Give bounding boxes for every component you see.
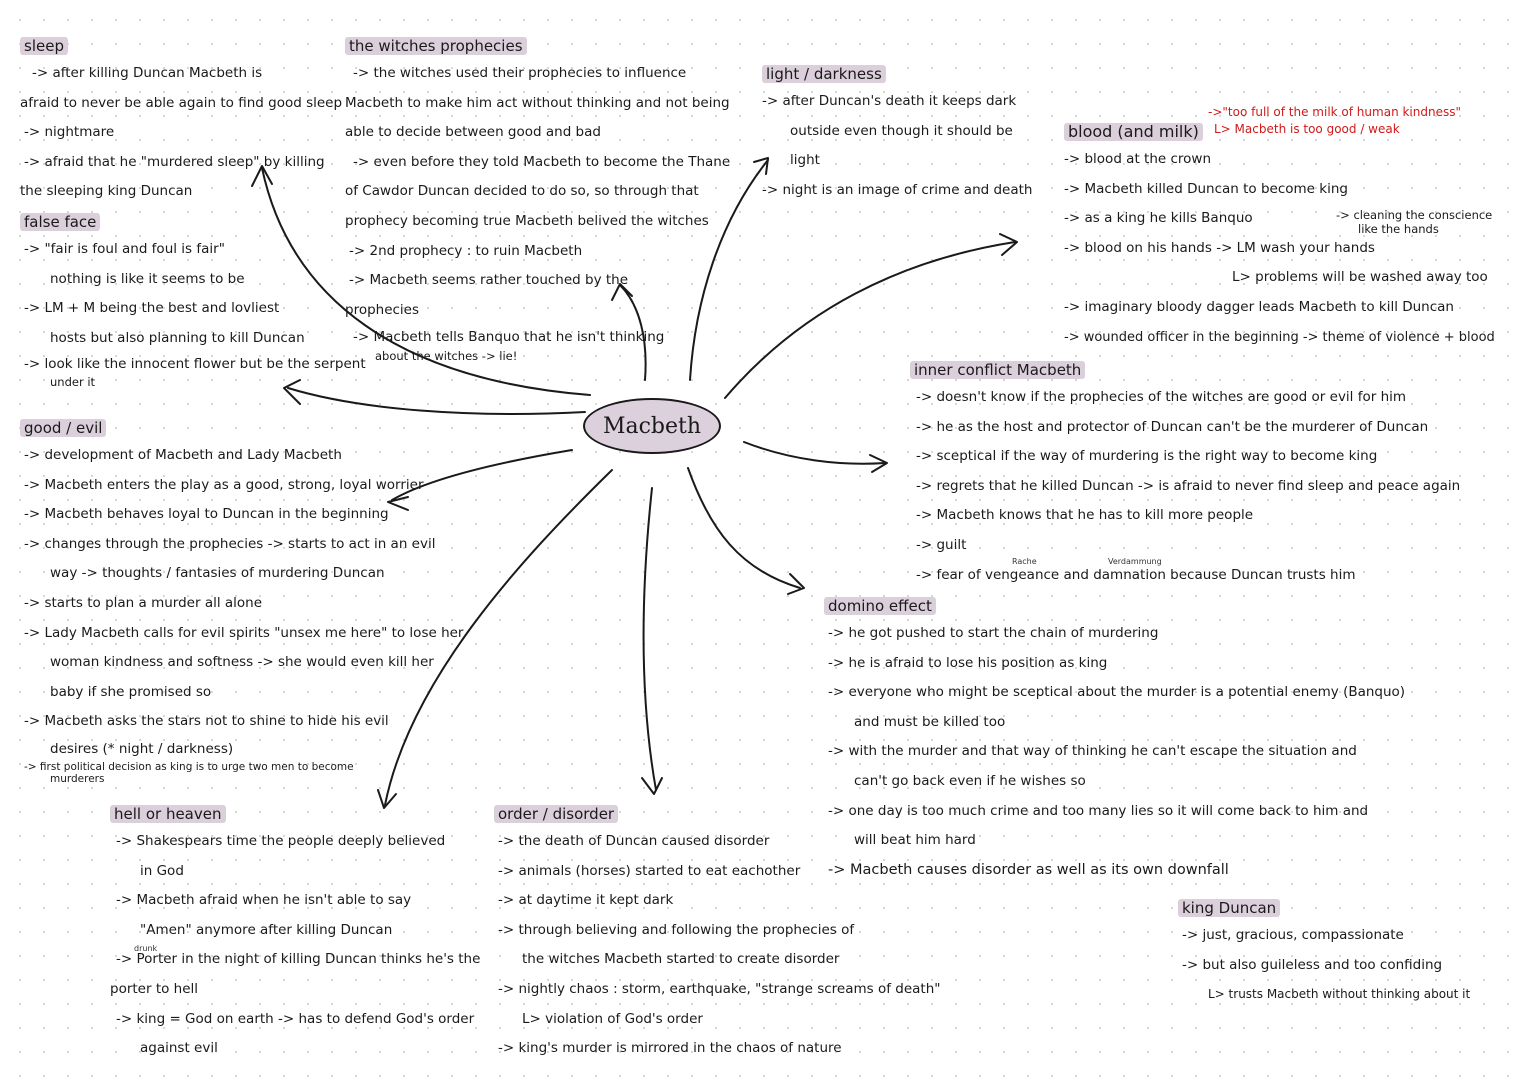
good-evil-line: -> development of Macbeth and Lady Macbeth <box>24 447 342 463</box>
witches-line: -> 2nd prophecy : to ruin Macbeth <box>349 242 583 259</box>
witches-line: prophecies <box>345 301 420 318</box>
order-line: the witches Macbeth started to create disorder <box>522 951 840 968</box>
witches-line: prophecy becoming true Macbeth belived the witches <box>345 212 709 229</box>
witches-line: -> Macbeth seems rather touched by the <box>349 272 629 289</box>
section-hell-heaven <box>110 804 480 1064</box>
section-blood-and-milk <box>1064 122 1495 352</box>
blood-line: -> as a king he kills Banquo <box>1064 210 1253 227</box>
king-line: -> just, gracious, compassionate <box>1182 927 1404 943</box>
sleep-line: afraid to never be able again to find good sleep <box>20 94 343 111</box>
blood-line: L> problems will be washed away too <box>1232 269 1488 286</box>
section-title-sleep: sleep <box>20 37 68 55</box>
blood-line: -> Macbeth killed Duncan to become king <box>1064 180 1348 197</box>
order-line: L> violation of God's order <box>522 1010 703 1027</box>
light-line: outside even though it should be <box>790 122 1013 139</box>
hell-line: -> Shakespears time the people deeply believed <box>116 833 446 849</box>
hell-line: -> Macbeth afraid when he isn't able to say <box>116 892 412 909</box>
hell-line: against evil <box>140 1040 218 1057</box>
section-title-witches: the witches prophecies <box>345 37 527 55</box>
blood-side-line: like the hands <box>1358 222 1439 236</box>
witches-line: -> the witches used their prophecies to influence <box>353 65 687 81</box>
hell-line: "Amen" anymore after killing Duncan <box>140 921 393 938</box>
order-line: -> nightly chaos : storm, earthquake, "strange screams of death" <box>498 980 941 997</box>
witches-line: Macbeth to make him act without thinking and not being <box>345 94 730 111</box>
order-line: -> through believing and following the prophecies of <box>498 921 855 938</box>
false-face-line: -> LM + M being the best and lovliest <box>24 300 280 317</box>
blood-line: -> wounded officer in the beginning -> theme of violence + blood <box>1064 329 1495 345</box>
section-title-hell: hell or heaven <box>110 805 226 823</box>
good-evil-line: way -> thoughts / fantasies of murdering Duncan <box>50 565 385 582</box>
light-line: -> night is an image of crime and death <box>762 181 1033 198</box>
false-face-line: -> "fair is foul and foul is fair" <box>24 241 225 257</box>
good-evil-line: baby if she promised so <box>50 683 212 700</box>
domino-line: -> with the murder and that way of thinking he can't escape the situation and <box>828 743 1357 760</box>
section-title-order: order / disorder <box>494 805 618 823</box>
order-line: -> the death of Duncan caused disorder <box>498 833 770 849</box>
inner-line: -> sceptical if the way of murdering is the right way to become king <box>916 448 1378 465</box>
section-good-evil <box>20 418 463 785</box>
annotation-verdammung: Verdammung <box>1108 557 1162 566</box>
good-evil-line: -> starts to plan a murder all alone <box>24 594 263 611</box>
false-face-line: under it <box>50 375 96 390</box>
order-line: -> at daytime it kept dark <box>498 892 674 909</box>
hell-line: -> king = God on earth -> has to defend God's order <box>116 1010 475 1027</box>
domino-line: -> he got pushed to start the chain of murdering <box>828 625 1159 641</box>
section-false-face <box>20 212 366 389</box>
light-line: light <box>790 152 820 169</box>
section-witches-prophecies <box>345 36 730 363</box>
order-line: -> animals (horses) started to eat eachother <box>498 862 801 879</box>
king-line: -> but also guileless and too confiding <box>1182 956 1443 973</box>
domino-line: -> he is afraid to lose his position as king <box>828 654 1108 671</box>
witches-line: -> Macbeth tells Banquo that he isn't thinking <box>353 329 665 346</box>
blood-line: -> blood on his hands -> LM wash your hands <box>1064 239 1375 256</box>
blood-line: -> blood at the crown <box>1064 151 1212 167</box>
domino-line: -> one day is too much crime and too many lies so it will come back to him and <box>828 802 1369 819</box>
red-note-line: L> Macbeth is too good / weak <box>1214 122 1400 136</box>
inner-line: -> regrets that he killed Duncan -> is afraid to never find sleep and peace again <box>916 477 1461 494</box>
blood-line: -> imaginary bloody dagger leads Macbeth to kill Duncan <box>1064 298 1454 315</box>
false-face-line: nothing is like it seems to be <box>50 270 245 287</box>
witches-line: about the witches -> lie! <box>375 349 518 364</box>
arrow-to-false-face <box>288 388 585 414</box>
domino-line: -> everyone who might be sceptical about the murder is a potential enemy (Banquo) <box>828 684 1406 701</box>
section-title-false-face: false face <box>20 213 100 231</box>
witches-line: able to decide between good and bad <box>345 124 601 141</box>
good-evil-line: -> Macbeth enters the play as a good, strong, loyal worrier <box>24 476 424 493</box>
domino-line: can't go back even if he wishes so <box>854 772 1086 789</box>
blood-side-line: -> cleaning the conscience <box>1336 208 1493 222</box>
section-light-darkness <box>762 64 1033 205</box>
arrow-to-inner <box>744 442 885 464</box>
center-node-macbeth <box>583 398 721 454</box>
inner-line: -> fear of vengeance and damnation because Duncan trusts him <box>916 566 1356 583</box>
witches-line: -> even before they told Macbeth to become the Thane <box>353 153 731 170</box>
order-line: -> king's murder is mirrored in the chaos of nature <box>498 1040 842 1057</box>
witches-line: of Cawdor Duncan decided to do so, so through that <box>345 183 699 200</box>
good-evil-line: -> Lady Macbeth calls for evil spirits "unsex me here" to lose her <box>24 624 464 641</box>
inner-line: -> he as the host and protector of Duncan can't be the murderer of Duncan <box>916 418 1429 435</box>
section-title-domino: domino effect <box>824 597 936 615</box>
false-face-line: hosts but also planning to kill Duncan <box>50 329 305 346</box>
domino-line: and must be killed too <box>854 713 1006 730</box>
section-king-duncan <box>1178 898 1470 1010</box>
sleep-line: -> after killing Duncan Macbeth is <box>32 65 263 81</box>
section-order-disorder <box>494 804 941 1064</box>
good-evil-line: desires (* night / darkness) <box>50 740 234 757</box>
section-title-inner: inner conflict Macbeth <box>910 361 1085 379</box>
inner-line: -> guilt <box>916 536 967 553</box>
red-note-line: ->"too full of the milk of human kindness" <box>1208 105 1462 119</box>
annotation-rache: Rache <box>1012 557 1037 566</box>
blood-side-note <box>1336 208 1492 236</box>
arrow-to-domino <box>688 468 800 588</box>
sleep-line: -> nightmare <box>24 124 115 141</box>
arrowhead-order <box>642 778 662 794</box>
light-line: -> after Duncan's death it keeps dark <box>762 93 1017 109</box>
inner-line: -> Macbeth knows that he has to kill more people <box>916 507 1254 524</box>
domino-line: will beat him hard <box>854 832 976 849</box>
annotation-drunk: drunk <box>134 944 158 953</box>
good-evil-line: murderers <box>50 772 105 785</box>
arrow-to-order <box>643 488 656 790</box>
good-evil-line: woman kindness and softness -> she would even kill her <box>50 654 434 671</box>
good-evil-line: -> changes through the prophecies -> starts to act in an evil <box>24 535 436 552</box>
hell-line: in God <box>140 862 184 879</box>
good-evil-line: -> Macbeth asks the stars not to shine to hide his evil <box>24 713 389 730</box>
good-evil-line: -> Macbeth behaves loyal to Duncan in the beginning <box>24 506 389 523</box>
center-label: Macbeth <box>602 413 702 439</box>
section-title-blood: blood (and milk) <box>1064 123 1203 141</box>
section-title-light: light / darkness <box>762 65 886 83</box>
section-sleep <box>20 36 342 207</box>
hell-line: porter to hell <box>110 980 199 997</box>
hell-line: -> Porter in the night of killing Duncan thinks he's the <box>116 951 481 968</box>
section-title-good-evil: good / evil <box>20 419 106 437</box>
sleep-line: -> afraid that he "murdered sleep" by killing <box>24 153 325 170</box>
king-line: L> trusts Macbeth without thinking about it <box>1208 987 1471 1002</box>
inner-line: -> doesn't know if the prophecies of the witches are good or evil for him <box>916 389 1407 405</box>
section-inner-conflict <box>910 360 1460 590</box>
section-title-king: king Duncan <box>1178 899 1280 917</box>
good-evil-line: -> first political decision as king is to urge two men to become <box>24 760 354 773</box>
sleep-line: the sleeping king Duncan <box>20 183 193 200</box>
domino-line: -> Macbeth causes disorder as well as its own downfall <box>828 861 1229 878</box>
false-face-line: -> look like the innocent flower but be the serpent <box>24 356 366 373</box>
